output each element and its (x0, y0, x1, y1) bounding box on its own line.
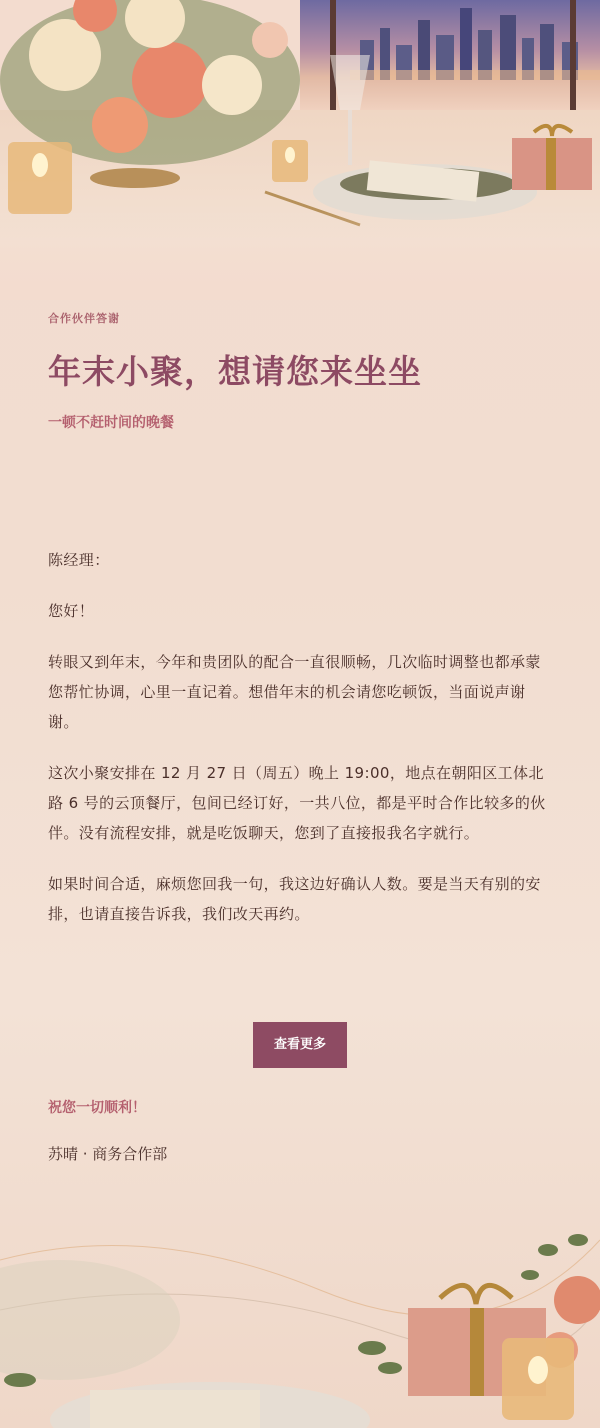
hero-fade (0, 210, 600, 300)
salutation: 陈经理： (48, 551, 110, 569)
gift-and-candle-footer-icon (0, 1180, 600, 1428)
view-more-button[interactable]: 查看更多 (253, 1022, 347, 1068)
signature: 苏晴 · 商务合作部 (48, 1145, 168, 1163)
paragraph-rsvp: 如果时间合适，麻烦您回我一句，我这边好确认人数。要是当天有别的安排，也请直接告诉我，我们改天再约。 (48, 875, 541, 923)
closing-wish: 祝您一切顺利！ (48, 1100, 146, 1116)
email-headline: 年末小聚，想请您来坐坐 (48, 352, 422, 391)
paragraph-thanks: 转眼又到年末，今年和贵团队的配合一直很顺畅，几次临时调整也都承蒙您帮忙协调，心里一直记着。想借年末的机会请您吃顿饭，当面说声谢谢。 (48, 653, 541, 731)
paragraph-event-details: 这次小聚安排在 12 月 27 日（周五）晚上 19:00，地点在朝阳区工体北路 6 号的云顶餐厅，包间已经订好，一共八位，都是平时合作比较多的伙伴。没有流程安排，就是吃饭聊天，您到了直接报我名字就行。 (48, 764, 546, 842)
email-subhead: 一顿不赶时间的晚餐 (48, 415, 174, 431)
greeting: 您好！ (48, 602, 95, 620)
letter-body (48, 545, 554, 950)
hero-image (0, 0, 600, 300)
cta-wrap (0, 1022, 600, 1068)
email-kicker: 合作伙伴答谢 (48, 312, 120, 325)
